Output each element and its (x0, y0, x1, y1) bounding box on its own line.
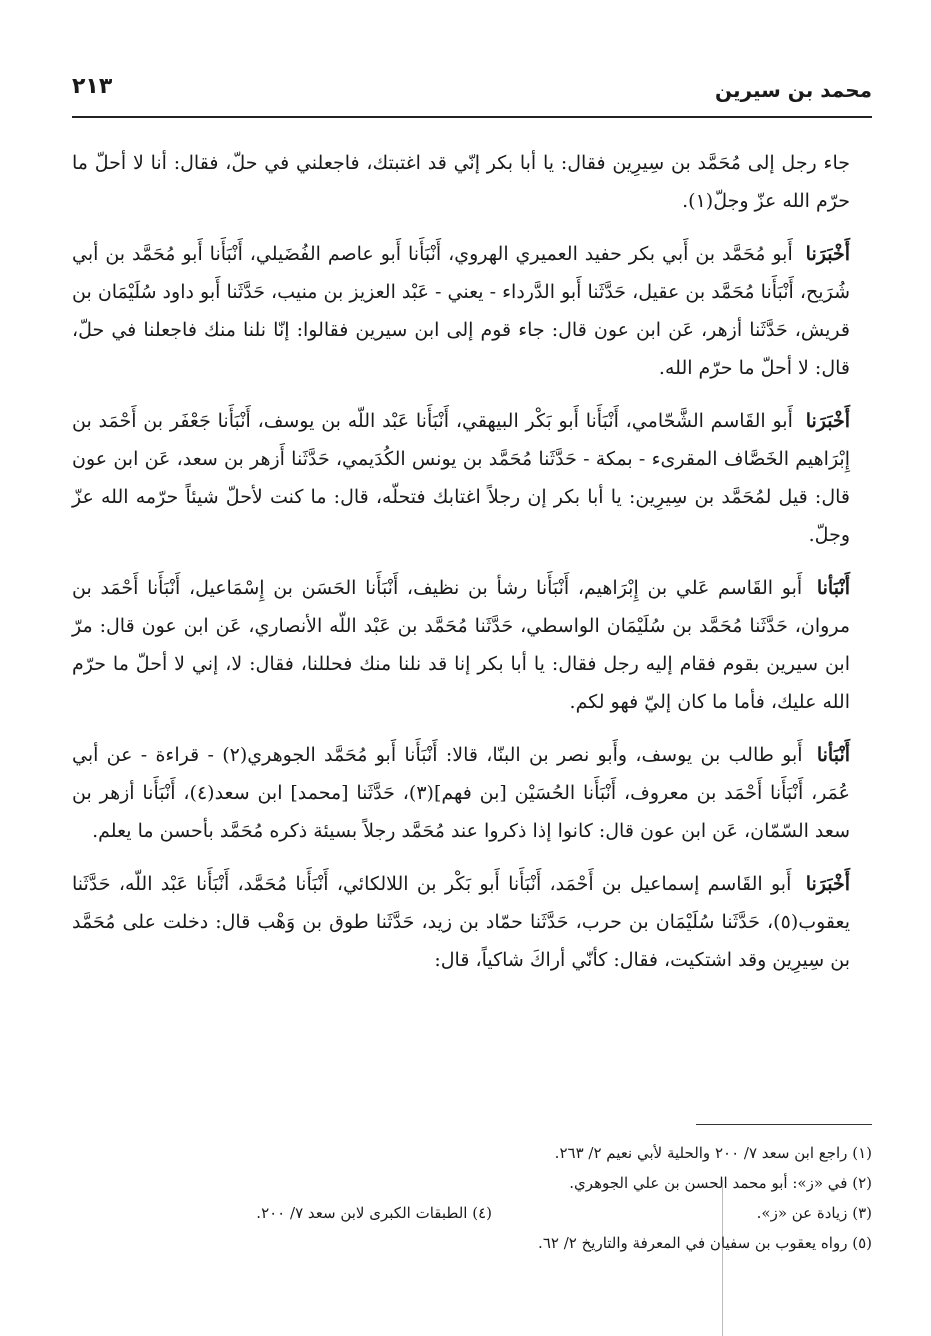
footnote-text: زيادة عن «ز». (756, 1204, 848, 1222)
header-rule (72, 116, 872, 118)
paragraph-lead: أَخْبَرَنا (805, 243, 850, 265)
paragraph-text: أَبو طالب بن يوسف، وأَبو نصر بن البنّا، قالا: أَنْبَأَنا أَبو مُحَمَّد الجوهري(٢) - قراءة - عن أبي عُمَر، أَنْبَأَنا أَحْمَد بن معروف، أَنْبَأَنا الحُسَيْن [بن فهم](٣)، حَدَّثَنا [محمد] ابن سعد(٤)، أَنْبَأَنا أزهر بن سعد السّمّان، عَن ابن عون قال: كانوا إذا ذكروا عند مُحَمَّد رجلاً بسيئة ذكره مُحَمَّد بأحسن ما يعلم. (72, 744, 851, 842)
footnote-4 (256, 1198, 492, 1228)
body-text (72, 144, 872, 994)
paragraph-1 (72, 144, 872, 220)
page-header (72, 72, 872, 112)
paragraph-text: أَبو مُحَمَّد بن أَبي بكر حفيد العميري الهروي، أَنْبَأَنا أَبو عاصم الفُضَيلي، أَنْبَأَنا أَبو مُحَمَّد بن أبي شُرَيح، أَنْبَأَنا مُحَمَّد بن عقيل، حَدَّثَنا أَبو الدَّرداء - يعني - عَبْد العزيز بن منيب، حَدَّثَنا أَبو داود سُلَيْمَان بن قريش، حَدَّثَنا أزهر، عَن ابن عون قال: جاء قوم إلى ابن سيرين فقالوا: إنّا نلنا منك فاجعلنا في حلّ، قال: لا أحلّ ما حرّم الله. (72, 243, 850, 379)
paragraph-lead: أَخْبَرَنا (805, 410, 851, 432)
footnote-5 (72, 1228, 872, 1258)
paragraph-text: أَبو القَاسم إسماعيل بن أَحْمَد، أَنْبَأَنا أَبو بَكْر بن اللالكائي، أَنْبَأَنا مُحَمَّد، أَنْبَأَنا عَبْد اللّه، حَدَّثَنا يعقوب(٥)، حَدَّثَنا سُلَيْمَان بن حرب، حَدَّثَنا حمّاد بن زيد، حَدَّثَنا طوق بن وَهْب قال: دخلت على مُحَمَّد بن سِيرِين وقد اشتكيت، فقال: كأنّي أراكَ شاكياً، قال: (72, 873, 850, 971)
paragraph-4 (72, 569, 872, 721)
paragraph-text: أَبو القَاسم عَلي بن إِبْرَاهيم، أَنْبَأَنا رشأ بن نظيف، أَنْبَأَنا الحَسَن بن إِسْمَاعيل، أَنْبَأَنا أَحْمَد بن مروان، حَدَّثَنا مُحَمَّد بن سُلَيْمَان الواسطي، حَدَّثَنا مُحَمَّد بن عَبْد اللّه الأنصاري، عَن ابن عون قال: مرّ ابن سيرين بقوم فقام إليه رجل فقال: يا أبا بكر إنا قد نلنا منك فحللنا، فقال: لا، إني لا أحلّ ما حرّم الله عليك، فأما ما كان إليّ فهو لكم. (72, 577, 850, 713)
footnote-number: (٤) (472, 1204, 492, 1222)
paragraph-text: أَبو القَاسم الشَّحّامي، أَنْبَأَنا أَبو بَكْر البيهقي، أَنْبَأَنا عَبْد اللّه بن يوسف، أَنْبَأَنا جَعْفَر بن أَحْمَد بن إِبْرَاهيم الخَصَّاف المقرىء - بمكة - حَدَّثَنا مُحَمَّد بن يونس الكُدَيمي، حَدَّثَنا أَزهر بن سعد، عَن ابن عون قال: قيل لمُحَمَّد بن سِيرِين: يا أبا بكر إن رجلاً اغتابك فتحلّه، قال: ما كنت لأحلّ شيئاً حرّمه الله عزّ وجلّ. (72, 410, 850, 546)
footnote-text: راجع ابن سعد ٧/ ٢٠٠ والحلية لأبي نعيم ٢/ ٢٦٣. (554, 1144, 848, 1162)
paragraph-3 (72, 402, 872, 554)
footnote-number: (٢) (852, 1174, 872, 1192)
paragraph-lead: أَنْبَأنا (816, 744, 851, 766)
footnote-1 (72, 1138, 872, 1168)
running-title: محمد بن سيرين (715, 78, 872, 102)
footnotes (72, 1138, 872, 1258)
footnote-number: (٥) (852, 1234, 872, 1252)
paragraph-text: جاء رجل إلى مُحَمَّد بن سِيرِين فقال: يا أبا بكر إنّي قد اغتبتك، فاجعلني في حلّ، فقال: أنا لا أحلّ ما حرّم الله عزّ وجلّ(١). (72, 152, 850, 212)
footnote-text: رواه يعقوب بن سفيان في المعرفة والتاريخ ٢/ ٦٢. (538, 1234, 848, 1252)
footnote-rule (696, 1124, 872, 1125)
paragraph-5 (72, 736, 872, 850)
footnote-3 (757, 1198, 872, 1228)
footnote-text: في «ز»: أبو محمد الحسن بن علي الجوهري. (569, 1174, 848, 1192)
footnote-number: (١) (852, 1144, 872, 1162)
paragraph-2 (72, 235, 872, 387)
footnote-text: الطبقات الكبرى لابن سعد ٧/ ٢٠٠. (256, 1204, 468, 1222)
footnote-row-3-4 (72, 1198, 872, 1228)
footnote-number: (٣) (852, 1204, 872, 1222)
paragraph-lead: أَنْبَأنا (816, 577, 850, 599)
paragraph-lead: أَخْبَرَنا (805, 873, 851, 895)
paragraph-6 (72, 865, 872, 979)
footnote-2 (72, 1168, 872, 1198)
page-number: ٢١٣ (72, 74, 113, 99)
